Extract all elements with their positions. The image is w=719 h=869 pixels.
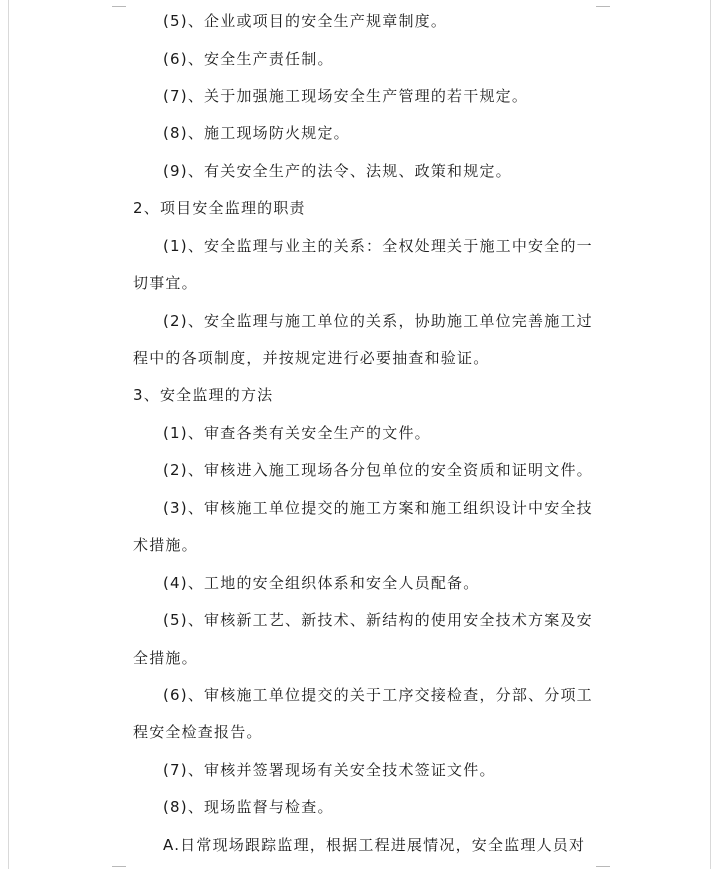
doc-line: (5)、审核新工艺、新技术、新结构的使用安全技术方案及安 [163, 611, 593, 629]
doc-line: (6)、审核施工单位提交的关于工序交接检查，分部、分项工 [163, 686, 593, 704]
doc-line: (9)、有关安全生产的法令、法规、政策和规定。 [163, 162, 512, 180]
doc-line: (2)、安全监理与施工单位的关系，协助施工单位完善施工过 [163, 312, 593, 330]
doc-line: 程安全检查报告。 [133, 723, 263, 741]
page-right-edge [710, 0, 711, 869]
corner-mark-top-left [112, 6, 126, 7]
doc-line: (7)、审核并签署现场有关安全技术签证文件。 [163, 761, 496, 779]
doc-line: (1)、审查各类有关安全生产的文件。 [163, 424, 431, 442]
corner-mark-bottom-left [112, 866, 126, 867]
doc-line: (7)、关于加强施工现场安全生产管理的若干规定。 [163, 87, 529, 105]
doc-line: 术措施。 [133, 536, 198, 554]
corner-mark-bottom-right [596, 866, 610, 867]
doc-line: (4)、工地的安全组织体系和安全人员配备。 [163, 574, 480, 592]
doc-line: (3)、审核施工单位提交的施工方案和施工组织设计中安全技 [163, 499, 593, 517]
doc-line: 切事宜。 [133, 274, 198, 292]
doc-line: 程中的各项制度，并按规定进行必要抽查和验证。 [133, 349, 490, 367]
doc-line: (2)、审核进入施工现场各分包单位的安全资质和证明文件。 [163, 461, 593, 479]
doc-line: (8)、现场监督与检查。 [163, 798, 334, 816]
corner-mark-top-right [596, 6, 610, 7]
doc-line: A.日常现场跟踪监理，根据工程进展情况，安全监理人员对 [163, 836, 586, 854]
section-heading: 2、项目安全监理的职责 [133, 199, 306, 217]
doc-line: (8)、施工现场防火规定。 [163, 124, 350, 142]
doc-line: 全措施。 [133, 649, 198, 667]
doc-line: (1)、安全监理与业主的关系：全权处理关于施工中安全的一 [163, 237, 593, 255]
doc-line: (5)、企业或项目的安全生产规章制度。 [163, 12, 448, 30]
section-heading: 3、安全监理的方法 [133, 386, 274, 404]
page-left-edge [8, 0, 9, 869]
doc-line: (6)、安全生产责任制。 [163, 50, 334, 68]
